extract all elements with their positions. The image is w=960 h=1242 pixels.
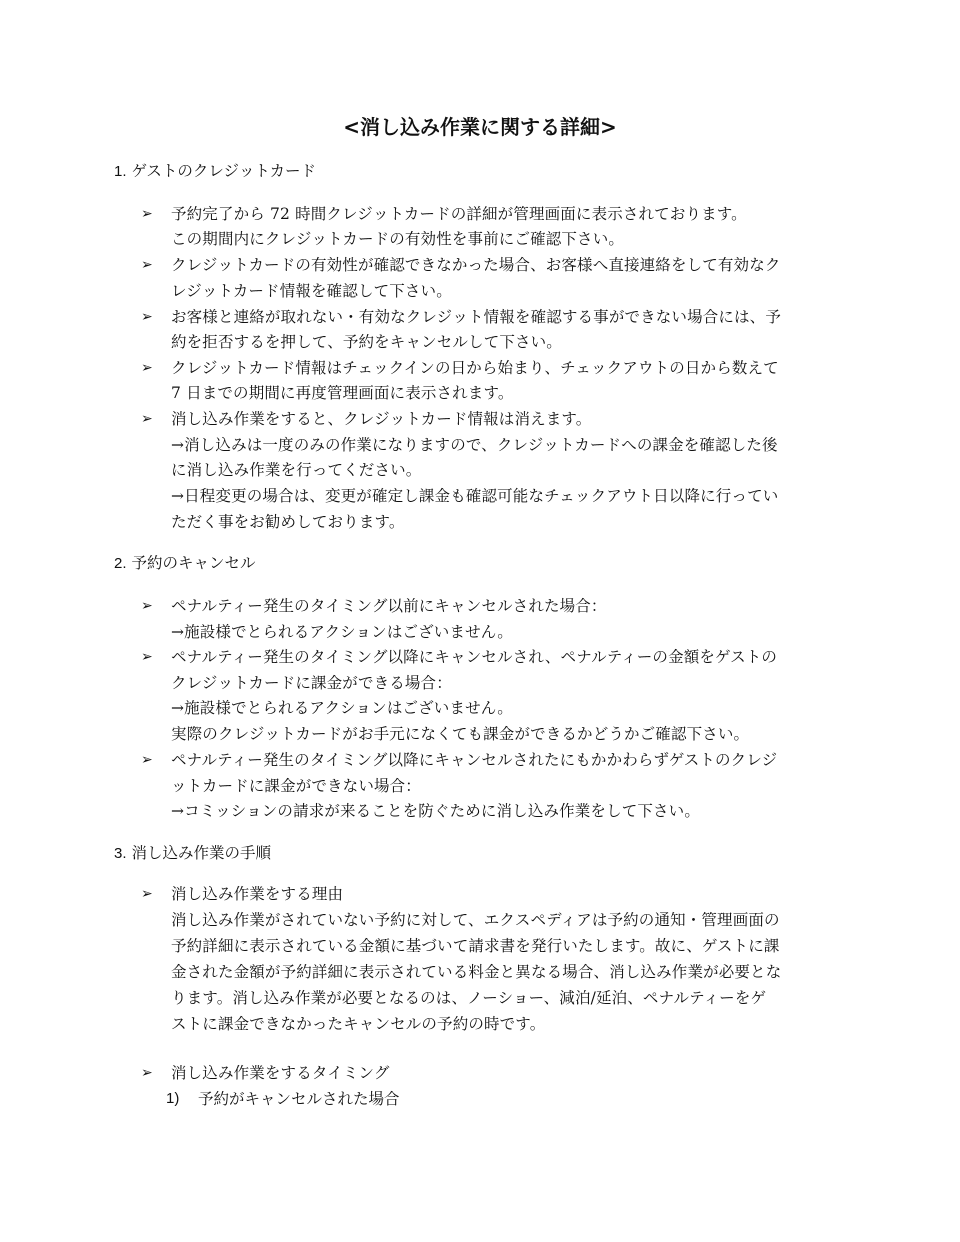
arrow-bullet-icon: ➢ xyxy=(141,257,153,273)
bullet-line: →施設様でとられるアクションはございません。 xyxy=(171,623,513,641)
bullet-line: クレジットカード情報はチェックインの日から始まり、チェックアウトの日から数えて xyxy=(171,359,779,377)
arrow-bullet-icon: ➢ xyxy=(141,360,153,376)
bullet-line: ペナルティー発生のタイミング以降にキャンセルされたにもかかわらずゲストのクレジ xyxy=(171,751,778,769)
arrow-bullet-icon: ➢ xyxy=(141,1065,153,1081)
bullet-line: →コミッションの請求が来ることを防ぐために消し込み作業をして下さい。 xyxy=(171,802,700,820)
bullet-line: 消し込み作業をすると、クレジットカード情報は消えます。 xyxy=(171,410,592,428)
section-number: 3. xyxy=(114,845,127,862)
arrow-bullet-icon: ➢ xyxy=(141,411,153,427)
bullet-line: →消し込みは一度のみの作業になりますので、クレジットカードへの課金を確認した後 xyxy=(171,436,778,454)
bullet-line: レジットカード情報を確認して下さい。 xyxy=(171,282,452,300)
arrow-bullet-icon: ➢ xyxy=(141,206,153,222)
bullet-line: クレジットカードの有効性が確認できなかった場合、お客様へ直接連絡をして有効なク xyxy=(171,256,781,274)
bullet-line: 消し込み作業をする理由 xyxy=(171,885,344,903)
section-heading-text: ゲストのクレジットカード xyxy=(131,162,316,180)
bullet-line: ペナルティー発生のタイミング以前にキャンセルされた場合： xyxy=(171,597,607,615)
bullet-line: ペナルティー発生のタイミング以降にキャンセルされ、ペナルティーの金額をゲストの xyxy=(171,648,778,666)
arrow-bullet-icon: ➢ xyxy=(141,598,153,614)
bullet-line: クレジットカードに課金ができる場合： xyxy=(171,674,452,692)
bullet-line: ットカードに課金ができない場合： xyxy=(171,777,421,795)
section-heading-text: 消し込み作業の手順 xyxy=(131,844,271,862)
bullet-line: →日程変更の場合は、変更が確定し課金も確認可能なチェックアウト日以降に行ってい xyxy=(171,487,779,505)
section-heading-3 xyxy=(114,842,271,865)
bullet-line: →施設様でとられるアクションはございません。 xyxy=(171,699,513,717)
bullet-line: 実際のクレジットカードがお手元になくても課金ができるかどうかご確認下さい。 xyxy=(171,725,750,743)
bullet-line: 7 日までの期間に再度管理画面に表示されます。 xyxy=(171,384,514,402)
arrow-bullet-icon: ➢ xyxy=(141,752,153,768)
arrow-bullet-icon: ➢ xyxy=(141,649,153,665)
bullet-line: この期間内にクレジットカードの有効性を事前にご確認下さい。 xyxy=(171,230,624,248)
arrow-bullet-icon: ➢ xyxy=(141,309,153,325)
document-title: <消し込み作業に関する詳細> xyxy=(343,115,617,139)
bullet-line: 消し込み作業をするタイミング xyxy=(171,1064,390,1082)
section-heading-text: 予約のキャンセル xyxy=(131,554,256,572)
section-number: 2. xyxy=(114,555,127,572)
bullet-line: 金された金額が予約詳細に表示されている料金と異なる場合、消し込み作業が必要とな xyxy=(171,963,782,981)
section-heading-1 xyxy=(114,160,316,183)
bullet-line: ストに課金できなかったキャンセルの予約の時です。 xyxy=(171,1015,546,1033)
bullet-line: に消し込み作業を行ってください。 xyxy=(171,461,422,479)
bullet-line: ります。消し込み作業が必要となるのは、ノーショー、減泊/延泊、ペナルティーをゲ xyxy=(171,989,767,1007)
bullet-line: 予約詳細に表示されている金額に基づいて請求書を発行いたします。故に、ゲストに課 xyxy=(171,937,780,955)
section-heading-2 xyxy=(114,552,255,575)
bullet-line: 約を拒否するを押して、予約をキャンセルして下さい。 xyxy=(171,333,562,351)
arrow-bullet-icon: ➢ xyxy=(141,886,153,902)
bullet-line: 消し込み作業がされていない予約に対して、エクスペディアは予約の通知・管理画面の xyxy=(171,911,780,929)
numbered-item-number: 1) xyxy=(166,1090,180,1107)
bullet-line: 予約完了から 72 時間クレジットカードの詳細が管理画面に表示されております。 xyxy=(171,205,747,223)
bullet-line: お客様と連絡が取れない・有効なクレジット情報を確認する事ができない場合には、予 xyxy=(171,308,781,326)
numbered-item-text: 予約がキャンセルされた場合 xyxy=(198,1090,400,1108)
section-number: 1. xyxy=(114,163,127,180)
bullet-line: ただく事をお勧めしております。 xyxy=(171,513,405,531)
